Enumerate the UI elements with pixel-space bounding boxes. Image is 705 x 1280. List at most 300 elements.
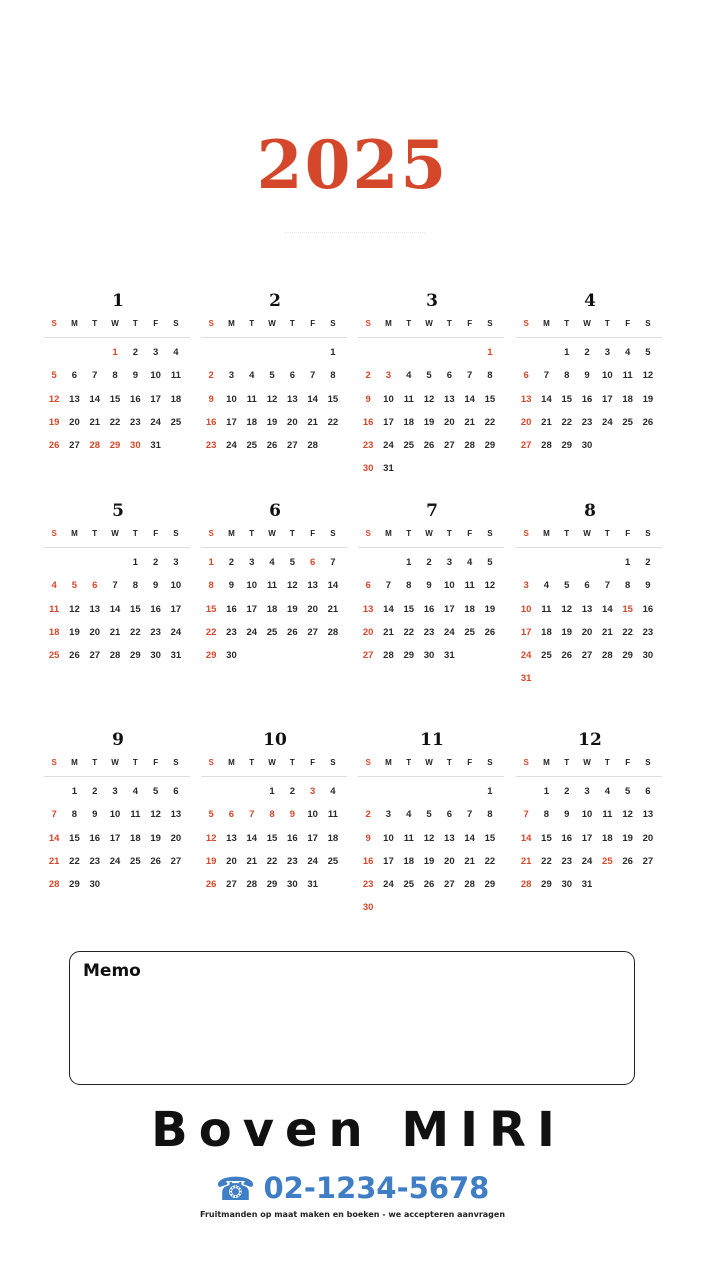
telephone-icon: ☎	[215, 1170, 256, 1208]
day-cell: 17	[383, 855, 394, 867]
day-cell: 23	[150, 626, 161, 638]
weekday-header	[516, 756, 662, 777]
day-cell: 31	[581, 879, 593, 891]
day-cell: 2	[584, 347, 590, 358]
weekday-label: M	[385, 319, 392, 328]
day-cell: 7	[543, 370, 550, 382]
day-cell: 22	[266, 855, 278, 867]
day-cell: 25	[130, 855, 141, 867]
day-cell: 20	[69, 416, 80, 428]
day-cell: 17	[170, 603, 182, 615]
day-cell: 1	[208, 557, 214, 568]
day-cell: 1	[269, 786, 275, 797]
day-cell: 24	[226, 440, 237, 452]
day-cell: 17	[602, 393, 613, 405]
day-cell: 23	[205, 440, 217, 452]
weekday-label: S	[51, 319, 57, 328]
day-cell: 25	[622, 416, 633, 428]
weekday-label: T	[564, 529, 570, 538]
day-cell: 26	[287, 626, 298, 638]
weekday-label: S	[330, 529, 336, 538]
day-cell: 3	[249, 557, 255, 568]
day-cell: 20	[226, 855, 237, 867]
day-cell: 25	[541, 650, 552, 662]
day-cell: 7	[604, 580, 610, 592]
month-block	[44, 291, 190, 457]
day-cell: 6	[92, 580, 98, 592]
month-block	[201, 501, 347, 667]
day-cell: 20	[362, 626, 374, 638]
day-cell: 10	[383, 832, 394, 844]
day-cell: 14	[307, 393, 318, 405]
day-cell: 23	[362, 440, 374, 452]
weekday-label: S	[51, 529, 57, 538]
day-cell: 12	[423, 393, 435, 405]
day-cell: 11	[403, 832, 414, 844]
day-cell: 28	[520, 879, 532, 891]
day-cell: 18	[622, 393, 633, 405]
weekday-label: M	[385, 529, 392, 538]
weekday-label: T	[604, 529, 610, 538]
day-grid	[201, 780, 347, 896]
day-cell: 26	[205, 879, 217, 891]
day-cell: 18	[246, 416, 258, 428]
day-cell: 26	[622, 855, 633, 867]
day-cell: 15	[69, 832, 80, 844]
day-cell: 4	[249, 370, 255, 382]
day-cell: 8	[208, 580, 214, 592]
day-cell: 22	[622, 626, 633, 638]
day-cell: 3	[152, 347, 159, 358]
day-cell: 26	[423, 879, 435, 891]
day-cell: 28	[464, 440, 475, 452]
day-grid	[358, 780, 504, 920]
day-cell: 19	[48, 416, 60, 428]
day-cell: 3	[446, 557, 452, 568]
day-cell: 12	[48, 393, 60, 405]
day-cell: 19	[423, 855, 435, 867]
day-grid	[201, 551, 347, 667]
weekday-label: F	[153, 319, 159, 328]
day-cell: 8	[71, 809, 78, 821]
day-cell: 18	[541, 626, 552, 638]
day-cell: 4	[624, 347, 631, 358]
day-cell: 2	[426, 557, 432, 568]
weekday-label: S	[487, 758, 493, 767]
day-cell: 15	[541, 832, 552, 844]
day-cell: 18	[464, 603, 475, 615]
day-cell: 19	[484, 603, 496, 615]
day-cell: 14	[602, 603, 613, 615]
day-cell: 9	[289, 809, 295, 821]
weekday-label: T	[289, 758, 295, 767]
day-cell: 10	[109, 809, 121, 821]
weekday-label: S	[173, 529, 179, 538]
day-cell: 9	[228, 580, 235, 592]
day-cell: 10	[581, 809, 593, 821]
day-cell: 25	[266, 626, 278, 638]
calendar-year: 2025	[256, 126, 449, 204]
day-cell: 20	[520, 416, 532, 428]
weekday-label: W	[111, 319, 119, 328]
month-number: 2	[269, 291, 281, 311]
day-cell: 28	[383, 650, 394, 662]
day-cell: 16	[150, 603, 161, 615]
weekday-label: M	[228, 529, 235, 538]
day-cell: 18	[403, 855, 415, 867]
day-cell: 12	[205, 832, 217, 844]
day-cell: 15	[484, 832, 496, 844]
month-block	[358, 291, 504, 481]
day-cell: 9	[152, 580, 159, 592]
day-cell: 10	[226, 393, 237, 405]
day-cell: 22	[561, 416, 573, 428]
day-cell: 15	[109, 393, 121, 405]
month-block	[516, 291, 662, 457]
day-cell: 22	[327, 416, 339, 428]
day-cell: 25	[403, 879, 415, 891]
weekday-label: M	[228, 319, 235, 328]
day-grid	[201, 341, 347, 457]
day-cell: 12	[622, 809, 633, 821]
day-cell: 8	[487, 370, 493, 382]
day-cell: 30	[89, 879, 101, 891]
day-cell: 26	[423, 440, 435, 452]
day-cell: 11	[622, 370, 633, 382]
day-cell: 10	[307, 809, 318, 821]
day-cell: 27	[89, 650, 101, 662]
day-cell: 12	[266, 393, 278, 405]
day-cell: 4	[330, 786, 336, 797]
weekday-label: S	[208, 529, 214, 538]
month-number: 12	[578, 730, 602, 750]
day-cell: 7	[92, 370, 98, 382]
day-cell: 26	[642, 416, 654, 428]
day-cell: 20	[287, 416, 298, 428]
weekday-label: W	[583, 319, 591, 328]
day-cell: 22	[205, 626, 217, 638]
month-number: 7	[426, 501, 438, 521]
day-grid	[44, 780, 190, 896]
day-cell: 8	[487, 809, 493, 821]
year-divider	[285, 232, 425, 233]
day-cell: 21	[602, 626, 613, 638]
weekday-label: F	[467, 758, 473, 767]
day-cell: 5	[564, 580, 570, 592]
day-cell: 1	[112, 347, 118, 358]
weekday-label: T	[249, 529, 255, 538]
weekday-label: S	[330, 758, 336, 767]
day-grid	[358, 551, 504, 667]
day-cell: 11	[246, 393, 257, 405]
weekday-header	[358, 317, 504, 338]
month-number: 10	[263, 730, 287, 750]
weekday-label: S	[487, 319, 493, 328]
phone-row[interactable]	[0, 1170, 705, 1207]
day-cell: 12	[561, 603, 573, 615]
day-cell: 7	[309, 370, 316, 382]
day-cell: 27	[581, 650, 593, 662]
day-cell: 21	[307, 416, 318, 428]
day-cell: 9	[92, 809, 98, 821]
day-cell: 8	[132, 580, 138, 592]
day-cell: 16	[130, 393, 141, 405]
day-cell: 22	[109, 416, 121, 428]
weekday-label: S	[645, 319, 651, 328]
day-cell: 4	[173, 347, 179, 358]
month-block	[44, 501, 190, 667]
day-cell: 29	[484, 879, 496, 891]
day-cell: 17	[383, 416, 394, 428]
day-cell: 12	[150, 809, 161, 821]
weekday-label: T	[92, 758, 98, 767]
day-cell: 30	[226, 650, 237, 662]
month-number: 9	[112, 730, 124, 750]
day-cell: 5	[487, 557, 493, 568]
day-cell: 25	[48, 650, 60, 662]
weekday-label: T	[406, 758, 412, 767]
day-cell: 16	[226, 603, 237, 615]
weekday-label: T	[132, 529, 138, 538]
day-cell: 21	[109, 626, 121, 638]
day-cell: 30	[362, 463, 374, 475]
day-cell: 21	[246, 855, 258, 867]
day-cell: 25	[464, 626, 475, 638]
weekday-label: F	[153, 529, 159, 538]
weekday-label: F	[153, 758, 159, 767]
day-cell: 21	[520, 855, 532, 867]
day-cell: 17	[307, 832, 318, 844]
day-cell: 6	[71, 370, 78, 382]
weekday-header	[516, 527, 662, 548]
weekday-label: S	[645, 758, 651, 767]
day-cell: 13	[170, 809, 182, 821]
day-cell: 27	[444, 879, 455, 891]
weekday-label: W	[268, 319, 276, 328]
weekday-label: S	[523, 319, 529, 328]
weekday-label: S	[330, 319, 336, 328]
day-cell: 29	[541, 879, 552, 891]
day-cell: 12	[423, 832, 435, 844]
day-cell: 8	[543, 809, 550, 821]
day-cell: 20	[444, 416, 455, 428]
day-cell: 28	[48, 879, 60, 891]
weekday-label: S	[51, 758, 57, 767]
day-cell: 28	[109, 650, 121, 662]
weekday-label: S	[365, 319, 371, 328]
day-cell: 24	[246, 626, 258, 638]
weekday-label: T	[132, 758, 138, 767]
day-cell: 27	[307, 626, 318, 638]
day-cell: 10	[444, 580, 455, 592]
day-cell: 28	[541, 440, 552, 452]
day-cell: 6	[446, 809, 452, 821]
day-cell: 10	[246, 580, 258, 592]
day-cell: 24	[109, 855, 121, 867]
day-cell: 31	[520, 673, 532, 685]
weekday-label: T	[564, 758, 570, 767]
day-cell: 24	[581, 855, 593, 867]
month-number: 4	[584, 291, 596, 311]
day-cell: 3	[112, 786, 118, 797]
day-cell: 18	[403, 416, 415, 428]
weekday-label: S	[208, 758, 214, 767]
day-cell: 19	[69, 626, 80, 638]
day-cell: 26	[48, 440, 60, 452]
day-cell: 2	[92, 786, 98, 797]
day-cell: 27	[444, 440, 455, 452]
weekday-label: T	[604, 319, 610, 328]
weekday-label: F	[467, 319, 473, 328]
day-cell: 31	[307, 879, 318, 891]
day-cell: 15	[484, 393, 496, 405]
weekday-label: S	[523, 758, 529, 767]
day-cell: 10	[170, 580, 182, 592]
day-cell: 8	[406, 580, 412, 592]
day-cell: 21	[89, 416, 101, 428]
day-cell: 30	[642, 650, 654, 662]
day-cell: 4	[51, 580, 57, 592]
day-cell: 6	[309, 557, 316, 568]
weekday-label: F	[310, 758, 316, 767]
day-cell: 22	[484, 416, 496, 428]
day-cell: 3	[309, 786, 316, 797]
day-cell: 5	[71, 580, 78, 592]
day-cell: 14	[109, 603, 121, 615]
day-cell: 4	[604, 786, 610, 797]
weekday-header	[44, 756, 190, 777]
day-cell: 5	[269, 370, 275, 382]
day-cell: 13	[581, 603, 593, 615]
day-cell: 6	[173, 786, 179, 797]
day-grid	[516, 780, 662, 896]
day-cell: 31	[150, 440, 161, 452]
day-cell: 13	[520, 393, 532, 405]
day-cell: 4	[132, 786, 138, 797]
day-cell: 18	[327, 832, 339, 844]
month-number: 1	[112, 291, 124, 311]
day-cell: 28	[246, 879, 258, 891]
day-cell: 27	[362, 650, 374, 662]
day-cell: 13	[362, 603, 374, 615]
day-cell: 11	[403, 393, 414, 405]
day-cell: 24	[602, 416, 613, 428]
day-cell: 21	[383, 626, 394, 638]
day-cell: 23	[362, 879, 374, 891]
day-cell: 2	[152, 557, 159, 568]
weekday-label: T	[92, 529, 98, 538]
weekday-label: F	[625, 758, 631, 767]
day-cell: 11	[170, 370, 181, 382]
weekday-label: F	[310, 319, 316, 328]
day-cell: 15	[205, 603, 217, 615]
month-number: 8	[584, 501, 596, 521]
month-block	[358, 730, 504, 920]
day-cell: 7	[330, 557, 336, 568]
day-cell: 8	[112, 370, 118, 382]
day-cell: 22	[130, 626, 141, 638]
day-cell: 29	[484, 440, 496, 452]
weekday-header	[44, 527, 190, 548]
weekday-label: W	[425, 529, 433, 538]
day-cell: 15	[130, 603, 141, 615]
day-cell: 14	[48, 832, 60, 844]
day-cell: 20	[307, 603, 318, 615]
day-cell: 23	[642, 626, 654, 638]
phone-number: 02-1234-5678	[263, 1171, 490, 1205]
day-cell: 27	[520, 440, 532, 452]
memo-box[interactable]	[69, 951, 635, 1085]
weekday-label: T	[406, 319, 412, 328]
day-cell: 14	[541, 393, 552, 405]
day-cell: 29	[109, 440, 121, 452]
day-cell: 14	[89, 393, 101, 405]
day-cell: 5	[645, 347, 651, 358]
weekday-label: W	[111, 758, 119, 767]
day-cell: 11	[327, 809, 338, 821]
weekday-label: F	[467, 529, 473, 538]
day-cell: 27	[287, 440, 298, 452]
day-grid	[358, 341, 504, 481]
day-cell: 19	[287, 603, 298, 615]
day-cell: 29	[205, 650, 217, 662]
day-cell: 13	[642, 809, 654, 821]
weekday-header	[44, 317, 190, 338]
weekday-label: S	[365, 529, 371, 538]
day-cell: 23	[226, 626, 237, 638]
day-cell: 24	[383, 879, 394, 891]
day-cell: 17	[246, 603, 258, 615]
day-cell: 6	[584, 580, 590, 592]
day-cell: 23	[130, 416, 141, 428]
day-cell: 1	[330, 347, 336, 358]
day-cell: 24	[444, 626, 455, 638]
day-cell: 17	[444, 603, 455, 615]
day-cell: 18	[602, 832, 613, 844]
weekday-label: T	[289, 319, 295, 328]
shop-name: Boven MIRI	[151, 1102, 566, 1158]
weekday-header	[358, 756, 504, 777]
day-cell: 19	[423, 416, 435, 428]
day-grid	[516, 551, 662, 691]
month-block	[44, 730, 190, 896]
day-cell: 7	[112, 580, 118, 592]
day-cell: 6	[446, 370, 452, 382]
weekday-label: T	[132, 319, 138, 328]
day-cell: 3	[584, 786, 590, 797]
day-cell: 12	[69, 603, 80, 615]
day-cell: 1	[564, 347, 570, 358]
day-cell: 19	[150, 832, 161, 844]
weekday-label: S	[208, 319, 214, 328]
month-block	[358, 501, 504, 667]
day-cell: 14	[520, 832, 532, 844]
day-cell: 15	[561, 393, 573, 405]
weekday-label: S	[173, 319, 179, 328]
day-cell: 7	[466, 370, 473, 382]
day-cell: 15	[327, 393, 339, 405]
day-cell: 13	[287, 393, 298, 405]
day-cell: 2	[208, 370, 214, 382]
weekday-label: S	[645, 529, 651, 538]
day-cell: 21	[464, 416, 475, 428]
day-cell: 2	[365, 370, 371, 382]
weekday-label: M	[543, 758, 550, 767]
month-number: 11	[420, 730, 444, 750]
day-cell: 24	[170, 626, 182, 638]
day-cell: 25	[602, 855, 613, 867]
weekday-header	[201, 527, 347, 548]
